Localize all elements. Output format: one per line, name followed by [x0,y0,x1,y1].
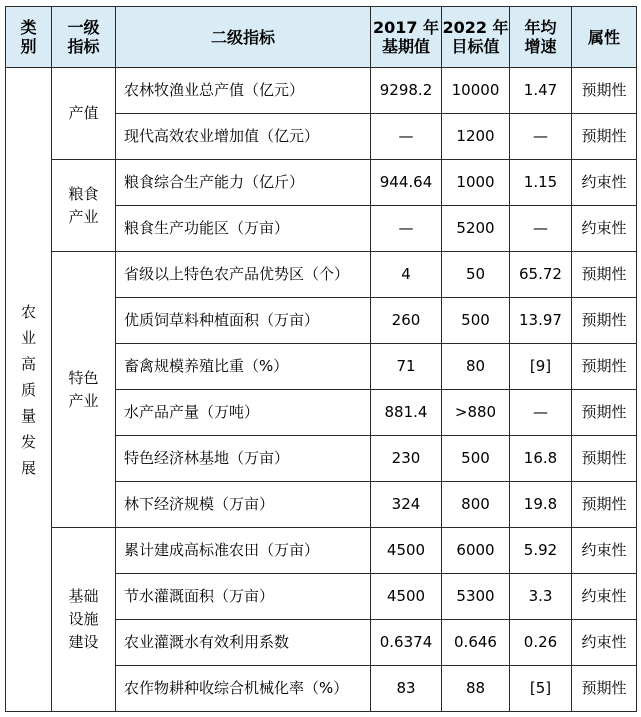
growth-cell: 0.26 [510,620,572,666]
table-row [6,160,637,206]
base-cell: — [371,114,442,160]
indicator-cell: 林下经济规模（万亩） [116,482,371,528]
attribute-cell: 预期性 [572,252,637,298]
indicator-cell: 水产品产量（万吨） [116,390,371,436]
attribute-cell: 预期性 [572,390,637,436]
attribute-cell: 预期性 [572,344,637,390]
table-row [6,252,637,298]
target-cell: 88 [442,666,510,712]
header-base: 2017 年 基期值 [371,7,442,68]
indicator-cell: 粮食综合生产能力（亿斤） [116,160,371,206]
target-cell: 1200 [442,114,510,160]
growth-cell: 19.8 [510,482,572,528]
growth-cell: 5.92 [510,528,572,574]
attribute-cell: 预期性 [572,298,637,344]
growth-cell: 65.72 [510,252,572,298]
group-cell: 基础 设施 建设 [52,528,116,712]
attribute-cell: 约束性 [572,574,637,620]
base-cell: 4 [371,252,442,298]
attribute-cell: 预期性 [572,114,637,160]
indicator-cell: 节水灌溉面积（万亩） [116,574,371,620]
base-cell: 0.6374 [371,620,442,666]
target-cell: 80 [442,344,510,390]
indicator-cell: 省级以上特色农产品优势区（个） [116,252,371,298]
base-cell: 944.64 [371,160,442,206]
indicator-table [5,6,637,712]
header-level1: 一级 指标 [52,7,116,68]
growth-cell: 3.3 [510,574,572,620]
growth-cell: [5] [510,666,572,712]
attribute-cell: 约束性 [572,528,637,574]
target-cell: 1000 [442,160,510,206]
indicator-cell: 农业灌溉水有效利用系数 [116,620,371,666]
growth-cell: 16.8 [510,436,572,482]
header-category: 类 别 [6,7,52,68]
base-cell: 324 [371,482,442,528]
indicator-cell: 农作物耕种收综合机械化率（%） [116,666,371,712]
group-cell: 粮食 产业 [52,160,116,252]
base-cell: 230 [371,436,442,482]
indicator-cell: 现代高效农业增加值（亿元） [116,114,371,160]
base-cell: 4500 [371,574,442,620]
growth-cell: 1.15 [510,160,572,206]
table-row [6,528,637,574]
target-cell: >880 [442,390,510,436]
growth-cell: 1.47 [510,68,572,114]
group-cell: 产值 [52,68,116,160]
base-cell: 4500 [371,528,442,574]
attribute-cell: 预期性 [572,436,637,482]
target-cell: 10000 [442,68,510,114]
base-cell: — [371,206,442,252]
attribute-cell: 约束性 [572,160,637,206]
target-cell: 500 [442,298,510,344]
attribute-cell: 约束性 [572,620,637,666]
indicator-cell: 畜禽规模养殖比重（%） [116,344,371,390]
attribute-cell: 预期性 [572,482,637,528]
header-growth: 年均 增速 [510,7,572,68]
indicator-cell: 优质饲草料种植面积（万亩） [116,298,371,344]
table-row [6,68,637,114]
growth-cell: — [510,206,572,252]
indicator-cell: 农林牧渔业总产值（亿元） [116,68,371,114]
target-cell: 6000 [442,528,510,574]
indicator-cell: 特色经济林基地（万亩） [116,436,371,482]
indicator-cell: 粮食生产功能区（万亩） [116,206,371,252]
target-cell: 5300 [442,574,510,620]
base-cell: 71 [371,344,442,390]
attribute-cell: 约束性 [572,206,637,252]
attribute-cell: 预期性 [572,68,637,114]
growth-cell: [9] [510,344,572,390]
group-cell: 特色 产业 [52,252,116,528]
base-cell: 83 [371,666,442,712]
header-row [6,7,637,68]
growth-cell: — [510,390,572,436]
header-level2: 二级指标 [116,7,371,68]
base-cell: 260 [371,298,442,344]
header-target: 2022 年 目标值 [442,7,510,68]
growth-cell: — [510,114,572,160]
attribute-cell: 预期性 [572,666,637,712]
base-cell: 9298.2 [371,68,442,114]
base-cell: 881.4 [371,390,442,436]
header-attribute: 属性 [572,7,637,68]
target-cell: 500 [442,436,510,482]
growth-cell: 13.97 [510,298,572,344]
target-cell: 50 [442,252,510,298]
target-cell: 5200 [442,206,510,252]
indicator-cell: 累计建成高标准农田（万亩） [116,528,371,574]
category-cell: 农 业 高 质 量 发 展 [6,68,52,712]
target-cell: 800 [442,482,510,528]
target-cell: 0.646 [442,620,510,666]
